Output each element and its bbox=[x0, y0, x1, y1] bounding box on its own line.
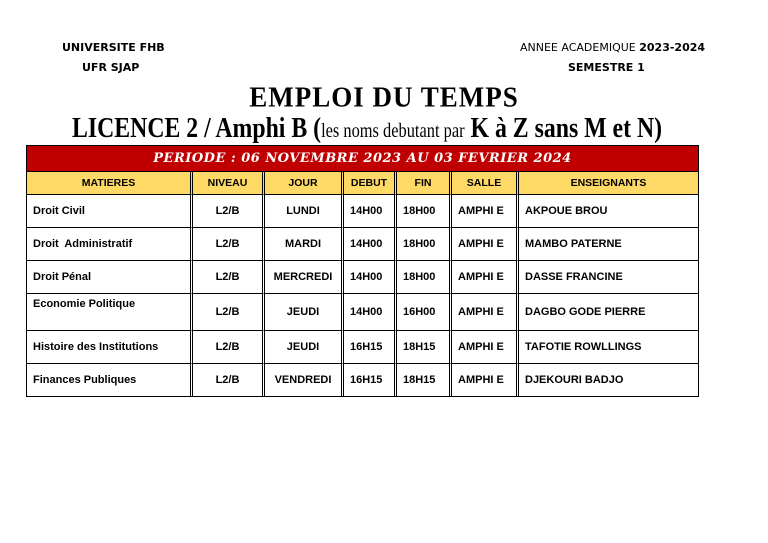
subtitle-part2: les noms debutant par bbox=[321, 120, 465, 142]
col-header-jour: JOUR bbox=[265, 172, 344, 195]
academic-year-label: ANNEE ACADEMIQUE bbox=[520, 41, 636, 54]
cell-debut: 14H00 bbox=[344, 261, 397, 294]
cell-salle: AMPHI E bbox=[452, 294, 519, 331]
cell-jour: VENDREDI bbox=[265, 364, 344, 396]
cell-salle: AMPHI E bbox=[452, 364, 519, 396]
cell-jour: LUNDI bbox=[265, 195, 344, 228]
cell-fin: 18H15 bbox=[397, 331, 452, 364]
cell-niveau: L2/B bbox=[193, 261, 265, 294]
cell-fin: 18H00 bbox=[397, 228, 452, 261]
cell-fin: 18H15 bbox=[397, 364, 452, 396]
cell-fin: 18H00 bbox=[397, 195, 452, 228]
cell-fin: 16H00 bbox=[397, 294, 452, 331]
cell-salle: AMPHI E bbox=[452, 331, 519, 364]
cell-matiere: Droit Administratif bbox=[27, 228, 193, 261]
semester: SEMESTRE 1 bbox=[568, 61, 645, 74]
table-row bbox=[27, 331, 698, 364]
cell-debut: 14H00 bbox=[344, 294, 397, 331]
cell-niveau: L2/B bbox=[193, 195, 265, 228]
cell-debut: 16H15 bbox=[344, 331, 397, 364]
col-header-niveau: NIVEAU bbox=[193, 172, 265, 195]
subtitle-part1: LICENCE 2 / Amphi B ( bbox=[72, 112, 322, 144]
cell-niveau: L2/B bbox=[193, 331, 265, 364]
cell-matiere: Droit Civil bbox=[27, 195, 193, 228]
academic-year-value: 2023-2024 bbox=[639, 41, 706, 54]
period-row bbox=[27, 146, 698, 172]
subtitle-part3: K à Z sans M et N) bbox=[464, 112, 663, 144]
cell-debut: 14H00 bbox=[344, 195, 397, 228]
cell-matiere: Droit Pénal bbox=[27, 261, 193, 294]
col-header-debut: DEBUT bbox=[344, 172, 397, 195]
table-row bbox=[27, 364, 698, 396]
cell-enseignant: DASSE FRANCINE bbox=[519, 261, 698, 294]
cell-salle: AMPHI E bbox=[452, 195, 519, 228]
table-row bbox=[27, 294, 698, 331]
cell-enseignant: MAMBO PATERNE bbox=[519, 228, 698, 261]
cell-enseignant: TAFOTIE ROWLLINGS bbox=[519, 331, 698, 364]
cell-enseignant: AKPOUE BROU bbox=[519, 195, 698, 228]
cell-niveau: L2/B bbox=[193, 228, 265, 261]
cell-debut: 14H00 bbox=[344, 228, 397, 261]
page-subtitle bbox=[72, 112, 662, 145]
table-row bbox=[27, 228, 698, 261]
col-header-fin: FIN bbox=[397, 172, 452, 195]
cell-niveau: L2/B bbox=[193, 294, 265, 331]
table-row bbox=[27, 195, 698, 228]
cell-enseignant: DAGBO GODE PIERRE bbox=[519, 294, 698, 331]
col-header-enseignants: ENSEIGNANTS bbox=[519, 172, 698, 195]
cell-salle: AMPHI E bbox=[452, 228, 519, 261]
cell-matiere: Histoire des Institutions bbox=[27, 331, 193, 364]
cell-fin: 18H00 bbox=[397, 261, 452, 294]
col-header-salle: SALLE bbox=[452, 172, 519, 195]
col-header-matieres: MATIERES bbox=[27, 172, 193, 195]
cell-enseignant: DJEKOURI BADJO bbox=[525, 374, 624, 386]
cell-salle: AMPHI E bbox=[452, 261, 519, 294]
page-title: EMPLOI DU TEMPS bbox=[249, 81, 519, 113]
cell-jour: MERCREDI bbox=[265, 261, 344, 294]
cell-jour: JEUDI bbox=[265, 331, 344, 364]
cell-jour: MARDI bbox=[265, 228, 344, 261]
academic-year bbox=[520, 41, 705, 54]
cell-jour: JEUDI bbox=[265, 294, 344, 331]
faculty-name: UFR SJAP bbox=[82, 61, 140, 74]
university-name: UNIVERSITE FHB bbox=[62, 41, 165, 54]
cell-matiere: Economie Politique bbox=[27, 294, 193, 331]
column-header-row bbox=[27, 172, 698, 195]
cell-debut: 16H15 bbox=[344, 364, 397, 396]
cell-matiere: Finances Publiques bbox=[27, 364, 193, 396]
period-banner: PERIODE : 06 NOVEMBRE 2023 AU 03 FEVRIER 2024 bbox=[27, 146, 698, 172]
table-row bbox=[27, 261, 698, 294]
cell-niveau: L2/B bbox=[193, 364, 265, 396]
schedule-table bbox=[26, 145, 699, 397]
